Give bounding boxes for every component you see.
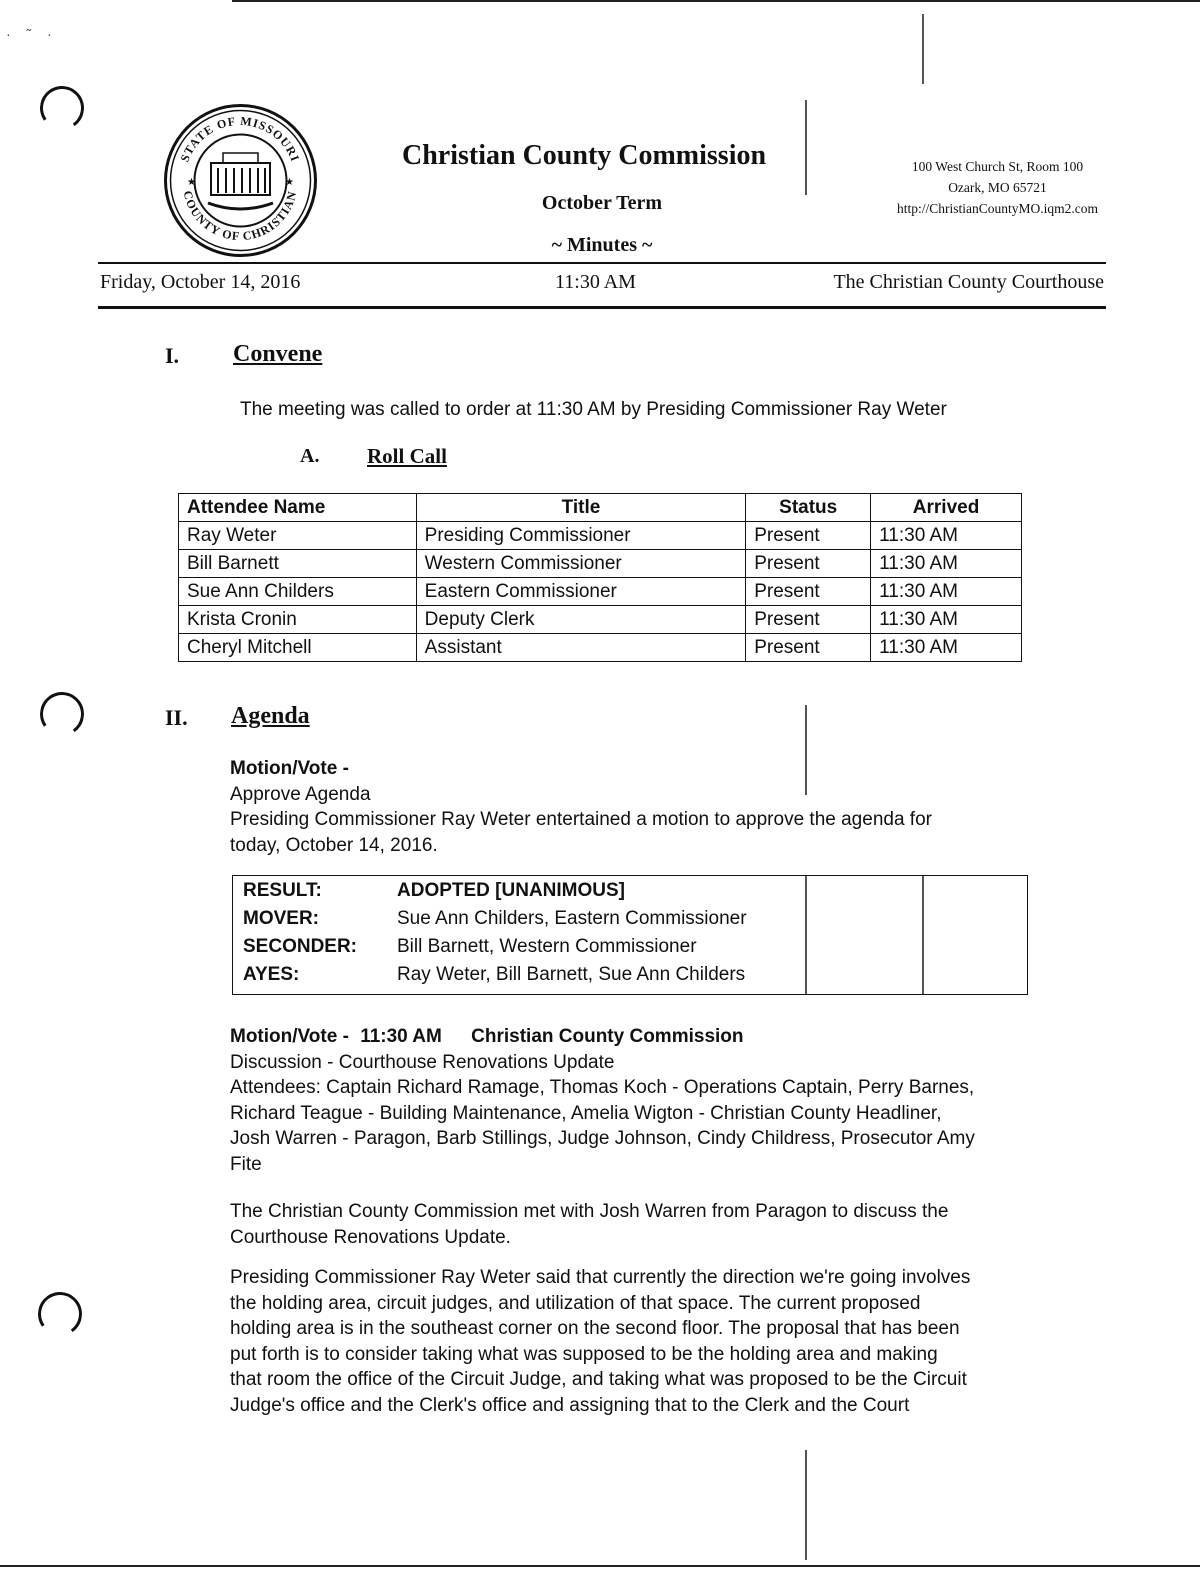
motion-block bbox=[230, 756, 932, 858]
attendee-title: Presiding Commissioner bbox=[416, 522, 746, 550]
section-title-convene: Convene bbox=[233, 341, 323, 367]
minutes-title: ~ Minutes ~ bbox=[551, 234, 653, 256]
address-line: 100 West Church St, Room 100 bbox=[911, 159, 1084, 174]
paragraph-line: Courthouse Renovations Update. bbox=[230, 1226, 511, 1248]
result-label: RESULT: bbox=[243, 880, 322, 901]
mover-value: Sue Ann Childers, Eastern Commissioner bbox=[397, 908, 747, 929]
vote-result-box bbox=[232, 875, 1028, 995]
subsection-title-roll-call: Roll Call bbox=[367, 444, 447, 468]
paragraph-line: Presiding Commissioner Ray Weter said that currently the direction we're going involves bbox=[230, 1267, 971, 1288]
seconder-label: SECONDER: bbox=[243, 936, 358, 957]
attendee-arrived: 11:30 AM bbox=[871, 606, 1022, 634]
attendee-arrived: 11:30 AM bbox=[871, 550, 1022, 578]
column-header: Title bbox=[416, 494, 746, 522]
paragraph-line: that room the office of the Circuit Judge, and taking what was proposed to be the Circuit bbox=[230, 1369, 967, 1390]
term-title: October Term bbox=[541, 192, 663, 214]
mover-label: MOVER: bbox=[243, 908, 319, 929]
attendee-title: Deputy Clerk bbox=[416, 606, 746, 634]
attendee-name: Sue Ann Childers bbox=[179, 578, 417, 606]
table-row bbox=[179, 578, 1022, 606]
seal-text-top: STATE OF MISSOURI bbox=[177, 113, 303, 164]
roll-call-table bbox=[178, 493, 1022, 662]
attendee-status: Present bbox=[746, 606, 871, 634]
attendees-line: Fite bbox=[230, 1153, 262, 1175]
column-header: Status bbox=[746, 494, 871, 522]
table-row bbox=[179, 606, 1022, 634]
punch-hole bbox=[37, 83, 88, 134]
table-row bbox=[179, 522, 1022, 550]
attendee-title: Western Commissioner bbox=[416, 550, 746, 578]
attendee-status: Present bbox=[746, 522, 871, 550]
header-rule-bottom bbox=[98, 306, 1106, 309]
section-number: I. bbox=[165, 343, 180, 368]
attendee-name: Bill Barnett bbox=[179, 550, 417, 578]
motion-text-line: Presiding Commissioner Ray Weter entertained a motion to approve the agenda for bbox=[230, 809, 932, 830]
meeting-location: The Christian County Courthouse bbox=[833, 271, 1104, 293]
website-url: http://ChristianCountyMO.iqm2.com bbox=[896, 201, 1098, 216]
scan-specks: · ˜ · bbox=[6, 26, 58, 42]
attendee-arrived: 11:30 AM bbox=[871, 522, 1022, 550]
county-seal-logo bbox=[163, 103, 318, 258]
punch-hole bbox=[35, 1289, 86, 1340]
attendees-line: Josh Warren - Paragon, Barb Stillings, Judge Johnson, Cindy Childress, Prosecutor Amy bbox=[230, 1128, 975, 1149]
discussion-title: Discussion - Courthouse Renovations Update bbox=[230, 1051, 615, 1073]
paragraph-line: The Christian County Commission met with Josh Warren from Paragon to discuss the bbox=[230, 1201, 949, 1222]
attendee-arrived: 11:30 AM bbox=[871, 634, 1022, 662]
convene-text: The meeting was called to order at 11:30 AM by Presiding Commissioner Ray Weter bbox=[240, 399, 947, 420]
attendee-name: Ray Weter bbox=[179, 522, 417, 550]
attendee-name: Krista Cronin bbox=[179, 606, 417, 634]
attendee-title: Assistant bbox=[416, 634, 746, 662]
commission-title: Christian County Commission bbox=[402, 140, 767, 171]
column-header: Arrived bbox=[871, 494, 1022, 522]
seal-text-bottom: COUNTY OF CHRISTIAN bbox=[180, 189, 300, 244]
ayes-value: Ray Weter, Bill Barnett, Sue Ann Childers bbox=[397, 964, 746, 985]
scan-line bbox=[805, 100, 807, 195]
attendee-title: Eastern Commissioner bbox=[416, 578, 746, 606]
address-block bbox=[855, 156, 1140, 219]
attendee-arrived: 11:30 AM bbox=[871, 578, 1022, 606]
motion-label: Motion/Vote - bbox=[230, 1026, 349, 1047]
motion-body: Christian County Commission bbox=[471, 1026, 744, 1047]
scan-line bbox=[922, 14, 924, 84]
column-header: Attendee Name bbox=[179, 494, 417, 522]
attendees-line: Richard Teague - Building Maintenance, Amelia Wigton - Christian County Headliner, bbox=[230, 1102, 942, 1124]
svg-text:★: ★ bbox=[187, 177, 196, 188]
scan-line bbox=[805, 1450, 807, 1560]
header-rule-top bbox=[98, 262, 1106, 264]
paragraph-line: Judge's office and the Clerk's office and assigning that to the Clerk and the Court bbox=[230, 1394, 910, 1416]
attendee-status: Present bbox=[746, 578, 871, 606]
attendees-line: Attendees: Captain Richard Ramage, Thomas Koch - Operations Captain, Perry Barnes, bbox=[230, 1077, 975, 1098]
table-row bbox=[179, 634, 1022, 662]
paragraph-line: put forth is to consider taking what was supposed to be the holding area and making bbox=[230, 1343, 938, 1365]
attendee-name: Cheryl Mitchell bbox=[179, 634, 417, 662]
attendee-status: Present bbox=[746, 634, 871, 662]
motion-label: Motion/Vote - bbox=[230, 758, 349, 779]
ayes-label: AYES: bbox=[243, 964, 300, 985]
result-value: ADOPTED [UNANIMOUS] bbox=[397, 880, 625, 901]
discussion-paragraph bbox=[230, 1265, 1050, 1418]
meeting-info-row bbox=[100, 271, 1104, 301]
paragraph-line: holding area is in the southeast corner on the second floor. The proposal that has been bbox=[230, 1318, 960, 1339]
address-city: Ozark, MO 65721 bbox=[948, 180, 1047, 195]
section-number: II. bbox=[165, 705, 188, 730]
svg-text:★: ★ bbox=[285, 177, 294, 188]
discussion-paragraph bbox=[230, 1199, 1050, 1250]
table-header-row bbox=[179, 494, 1022, 522]
discussion-block bbox=[230, 1024, 1050, 1177]
section-title-agenda: Agenda bbox=[231, 703, 310, 729]
seconder-value: Bill Barnett, Western Commissioner bbox=[397, 936, 697, 957]
scan-bottom-edge bbox=[0, 1565, 1200, 1567]
motion-item: Approve Agenda bbox=[230, 783, 371, 805]
subsection-letter: A. bbox=[300, 445, 320, 467]
meeting-date: Friday, October 14, 2016 bbox=[100, 271, 301, 293]
scan-top-edge bbox=[232, 0, 1200, 2]
motion-header bbox=[230, 1024, 1050, 1050]
meeting-time: 11:30 AM bbox=[555, 271, 636, 293]
motion-text-line: today, October 14, 2016. bbox=[230, 834, 438, 856]
paragraph-line: the holding area, circuit judges, and utilization of that space. The current proposed bbox=[230, 1292, 921, 1314]
punch-hole bbox=[37, 689, 88, 740]
attendee-status: Present bbox=[746, 550, 871, 578]
table-row bbox=[179, 550, 1022, 578]
motion-time: 11:30 AM bbox=[360, 1026, 442, 1047]
